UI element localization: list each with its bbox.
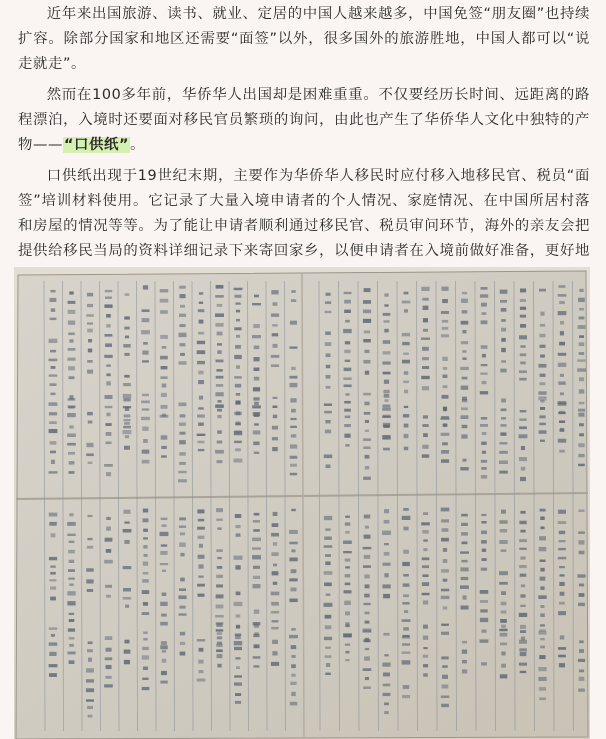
paragraph-1-text: 近年来出国旅游、读书、就业、定居的中国人越来越多，中国免签“朋友圈”也持续扩容。除部分国家和地区还需要“面签”以外，很多国外的旅游胜地，中国人都可以“说走就走”。: [18, 6, 590, 72]
paragraph-1: [18, 2, 590, 77]
confession-paper-illustration: [14, 267, 590, 739]
paragraph-2-text: 然而在100多年前，华侨华人出国却是困难重重。不仅要经历长时间、远距离的路程漂泊，入境时还要面对移民官员繁琐的询问，由此也产生了华侨华人文化中独特的产物——: [18, 87, 590, 153]
paragraph-2: [18, 83, 590, 158]
highlighted-term: “口供纸”: [63, 137, 130, 153]
article-body: [18, 2, 590, 295]
paragraph-3-text: 口供纸出现于19世纪末期，主要作为华侨华人移民时应付移入地移民官、税员“面签”培训材料使用。它记录了大量入境申请者的个人情况、家庭情况、在中国所居村落和房屋的情况等等。为了能让申请者顺利通过移民官、税员审问环节，海外的亲友会把提供给移民当局的资料详细记录下来寄回家乡，以便申请者在入境前做好准备，更好地: [18, 168, 590, 259]
paragraph-2-end: 。: [130, 137, 146, 153]
confession-paper-photo: [14, 267, 590, 739]
